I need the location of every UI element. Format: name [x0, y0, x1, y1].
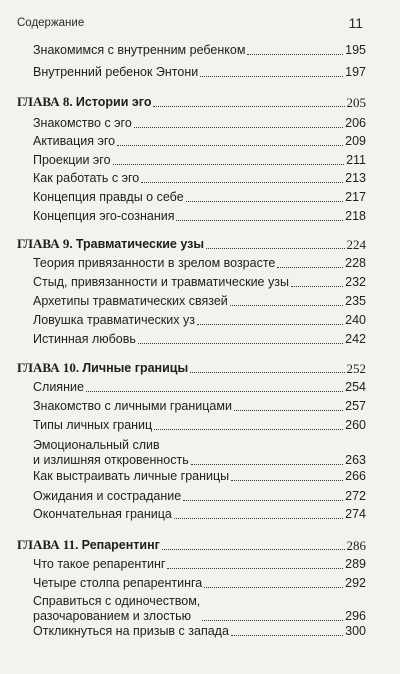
dot-leader — [200, 76, 343, 77]
toc-page-number: 195 — [345, 43, 366, 57]
dot-leader — [197, 324, 343, 325]
dot-leader — [176, 220, 343, 221]
toc-entry-row — [33, 576, 366, 591]
toc-page-number: 240 — [345, 313, 366, 327]
toc-page-number: 224 — [346, 237, 366, 252]
toc-entry-line: Эмоциональный слив — [33, 438, 160, 452]
toc-entry-row — [33, 313, 366, 328]
toc-page-number: 218 — [345, 209, 366, 223]
toc-entry-row — [33, 209, 366, 224]
toc-page-number: 205 — [346, 95, 366, 110]
toc-page-number: 260 — [345, 418, 366, 432]
chapter-title: Истории эго — [75, 95, 152, 109]
toc-entry-row — [33, 594, 366, 624]
toc-chapter-row — [17, 236, 366, 252]
dot-leader — [141, 182, 343, 183]
toc-page-number: 211 — [346, 153, 366, 167]
chapter-label: ГЛАВА 11. — [17, 537, 79, 552]
dot-leader — [206, 248, 344, 249]
toc-page-number: 272 — [345, 489, 366, 503]
toc-entry-row — [33, 489, 366, 504]
toc-entry-row — [33, 557, 366, 572]
dot-leader — [202, 620, 343, 621]
toc-entry-title: Активация эго — [33, 134, 116, 148]
toc-entry-title: Окончательная граница — [33, 507, 172, 521]
dot-leader — [231, 480, 343, 481]
toc-entry-row — [33, 469, 366, 484]
toc-entry-row — [33, 294, 366, 309]
toc-entry-row — [33, 116, 366, 131]
toc-page-number: 252 — [346, 361, 366, 376]
toc-entry-title: Ловушка травматических уз — [33, 313, 195, 327]
chapter-label: ГЛАВА 10. — [17, 360, 80, 375]
toc-entry-title: Четыре столпа репарентинга — [33, 576, 203, 590]
toc-entry-title: Как выстраивать личные границы — [33, 469, 230, 483]
dot-leader — [183, 500, 343, 501]
dot-leader — [174, 518, 343, 519]
toc-page-number: 274 — [345, 507, 366, 521]
toc-entry-title: Слияние — [33, 380, 84, 394]
toc-page-number: 254 — [345, 380, 366, 394]
chapter-title: Репарентинг — [81, 538, 160, 552]
dot-leader — [154, 429, 343, 430]
toc-entry-row — [33, 171, 366, 186]
toc-entry-title: Знакомство с эго — [33, 116, 132, 130]
toc-chapter-row — [17, 94, 366, 110]
toc-entry-line: и излишняя откровенность — [33, 453, 189, 467]
toc-entry-row — [33, 438, 366, 468]
toc-entry-title: Проекции эго — [33, 153, 111, 167]
toc-page-number: 300 — [345, 624, 366, 638]
chapter-title: Личные границы — [82, 361, 189, 375]
toc-entry-title: Что такое репарентинг — [33, 557, 166, 571]
toc-page-number: 235 — [345, 294, 366, 308]
toc-page-number: 286 — [346, 538, 366, 553]
toc-entry-title: Знакомимся с внутренним ребенком — [33, 43, 246, 57]
toc-page-number: 217 — [345, 190, 366, 204]
dot-leader — [138, 343, 343, 344]
toc-entry-row — [33, 65, 366, 80]
dot-leader — [191, 464, 343, 465]
toc-page-number: 289 — [345, 557, 366, 571]
chapter-title: Травматические узы — [75, 237, 205, 251]
chapter-label: ГЛАВА 8. — [17, 94, 73, 109]
toc-entry-title: Как работать с эго — [33, 171, 140, 185]
dot-leader — [117, 145, 343, 146]
toc-entry-title: Концепция эго-сознания — [33, 209, 175, 223]
toc-entry-title: Знакомство с личными границами — [33, 399, 232, 413]
toc-entry-row — [33, 256, 366, 271]
toc-entry-row — [33, 190, 366, 205]
toc-entry-row — [33, 153, 366, 168]
toc-page-number: 266 — [345, 469, 366, 483]
toc-entry-row — [33, 399, 366, 414]
toc-entry-row — [33, 134, 366, 149]
toc-page-number: 257 — [345, 399, 366, 413]
toc-page-number: 209 — [345, 134, 366, 148]
dot-leader — [230, 305, 343, 306]
dot-leader — [162, 549, 345, 550]
toc-entry-row — [33, 275, 366, 290]
toc-page-number: 206 — [345, 116, 366, 130]
toc-entry-title: Теория привязанности в зрелом возрасте — [33, 256, 276, 270]
toc-page-number: 213 — [345, 171, 366, 185]
toc-chapter-row — [17, 537, 366, 553]
toc-entry-row — [33, 507, 366, 522]
toc-entry-row — [33, 624, 366, 639]
toc-entry-row — [33, 332, 366, 347]
toc-entry-title: Концепция правды о себе — [33, 190, 184, 204]
dot-leader — [277, 267, 343, 268]
toc-page-number: 197 — [345, 65, 366, 79]
toc-entry-title: Внутренний ребенок Энтони — [33, 65, 199, 79]
toc-chapter-row — [17, 360, 366, 376]
toc-page-number: 232 — [345, 275, 366, 289]
chapter-label: ГЛАВА 9. — [17, 236, 73, 251]
toc-page-number: 292 — [345, 576, 366, 590]
toc-page-number: 242 — [345, 332, 366, 346]
toc-entry-title: Истинная любовь — [33, 332, 136, 346]
toc-entry-title: Ожидания и сострадание — [33, 489, 182, 503]
toc-entry-row — [33, 418, 366, 433]
toc-page-number: 228 — [345, 256, 366, 270]
dot-leader — [190, 372, 344, 373]
toc-entry-line: разочарованием и злостью — [33, 609, 192, 623]
dot-leader — [86, 391, 343, 392]
toc-entry-title: Стыд, привязанности и травматические узы — [33, 275, 289, 289]
toc-page-number: 296 — [345, 609, 366, 623]
dot-leader — [247, 54, 343, 55]
dot-leader — [186, 201, 343, 202]
toc-entry-title: Архетипы травматических связей — [33, 294, 228, 308]
toc-entry-row — [33, 43, 366, 58]
toc-page-number: 263 — [345, 453, 366, 467]
toc-entry-line: Справиться с одиночеством, — [33, 594, 201, 608]
toc-entry-row — [33, 380, 366, 395]
page-number: 11 — [348, 15, 363, 31]
dot-leader — [291, 286, 343, 287]
dot-leader — [204, 587, 343, 588]
toc-entry-title: Откликнуться на призыв с запада — [33, 624, 229, 638]
dot-leader — [234, 410, 343, 411]
dot-leader — [231, 635, 343, 636]
dot-leader — [113, 164, 345, 165]
running-title: Содержание — [17, 17, 85, 29]
dot-leader — [134, 127, 343, 128]
dot-leader — [153, 106, 344, 107]
dot-leader — [167, 568, 343, 569]
toc-entry-title: Типы личных границ — [33, 418, 153, 432]
